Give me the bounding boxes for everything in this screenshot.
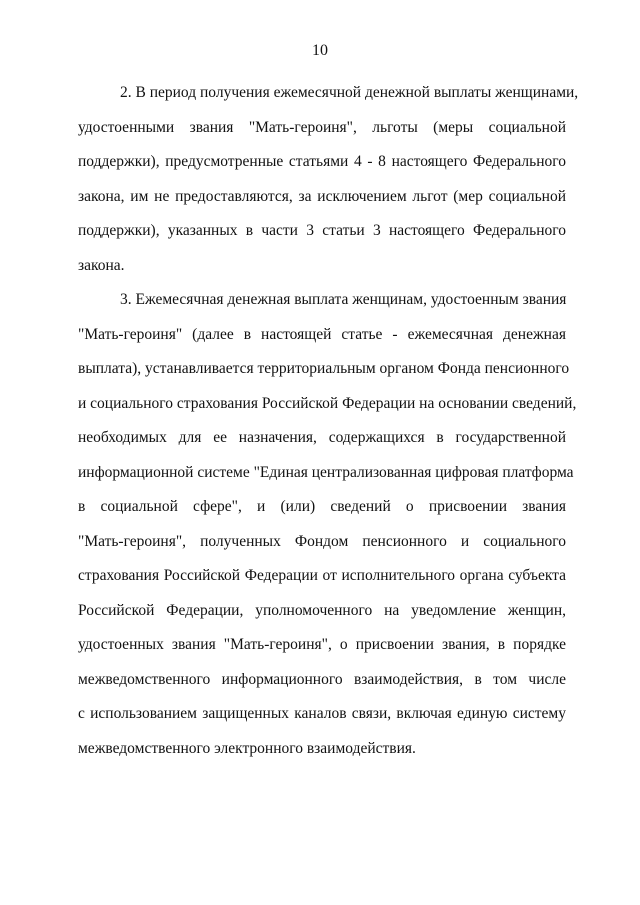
text-line: удостоенных звания "Мать-героиня", о присвоении звания, в порядке xyxy=(78,636,566,653)
text-line: межведомственного электронного взаимодействия. xyxy=(78,739,416,757)
text-line: необходимых для ее назначения, содержащихся в государственной xyxy=(78,429,566,446)
text-line: и социального страхования Российской Федерации на основании сведений, xyxy=(78,394,577,412)
text-line: "Мать-героиня" (далее в настоящей статье - ежемесячная денежная xyxy=(78,325,566,343)
text-line: с использованием защищенных каналов связи, включая единую систему xyxy=(78,705,566,722)
text-line: удостоенными звания "Мать-героиня", льготы (меры социальной xyxy=(78,118,566,136)
text-line: поддержки), предусмотренные статьями 4 - 8 настоящего Федерального xyxy=(78,153,566,170)
text-line: информационной системе "Единая централизованная цифровая платформа xyxy=(78,463,574,481)
text-line: 3. Ежемесячная денежная выплата женщинам, удостоенным звания xyxy=(120,291,567,308)
text-line: межведомственного информационного взаимодействия, в том числе xyxy=(78,670,566,688)
text-line: 2. В период получения ежемесячной денежной выплаты женщинами, xyxy=(120,84,579,101)
text-line: закона, им не предоставляются, за исключением льгот (мер социальной xyxy=(78,187,566,205)
page-number: 10 xyxy=(312,42,328,59)
text-line: выплата), устанавливается территориальным органом Фонда пенсионного xyxy=(78,360,570,377)
text-line: поддержки), указанных в части 3 статьи 3 настоящего Федерального xyxy=(78,222,566,239)
text-line: Российской Федерации, уполномоченного на уведомление женщин, xyxy=(78,601,566,619)
text-line: закона. xyxy=(78,256,125,274)
paragraph-3 xyxy=(78,283,577,766)
text-line: страхования Российской Федерации от исполнительного органа субъекта xyxy=(78,567,566,584)
text-line: "Мать-героиня", полученных Фондом пенсионного и социального xyxy=(78,532,566,550)
text-line: в социальной сфере", и (или) сведений о присвоении звания xyxy=(78,498,566,515)
paragraph-2 xyxy=(78,76,579,283)
document-body xyxy=(78,76,579,766)
